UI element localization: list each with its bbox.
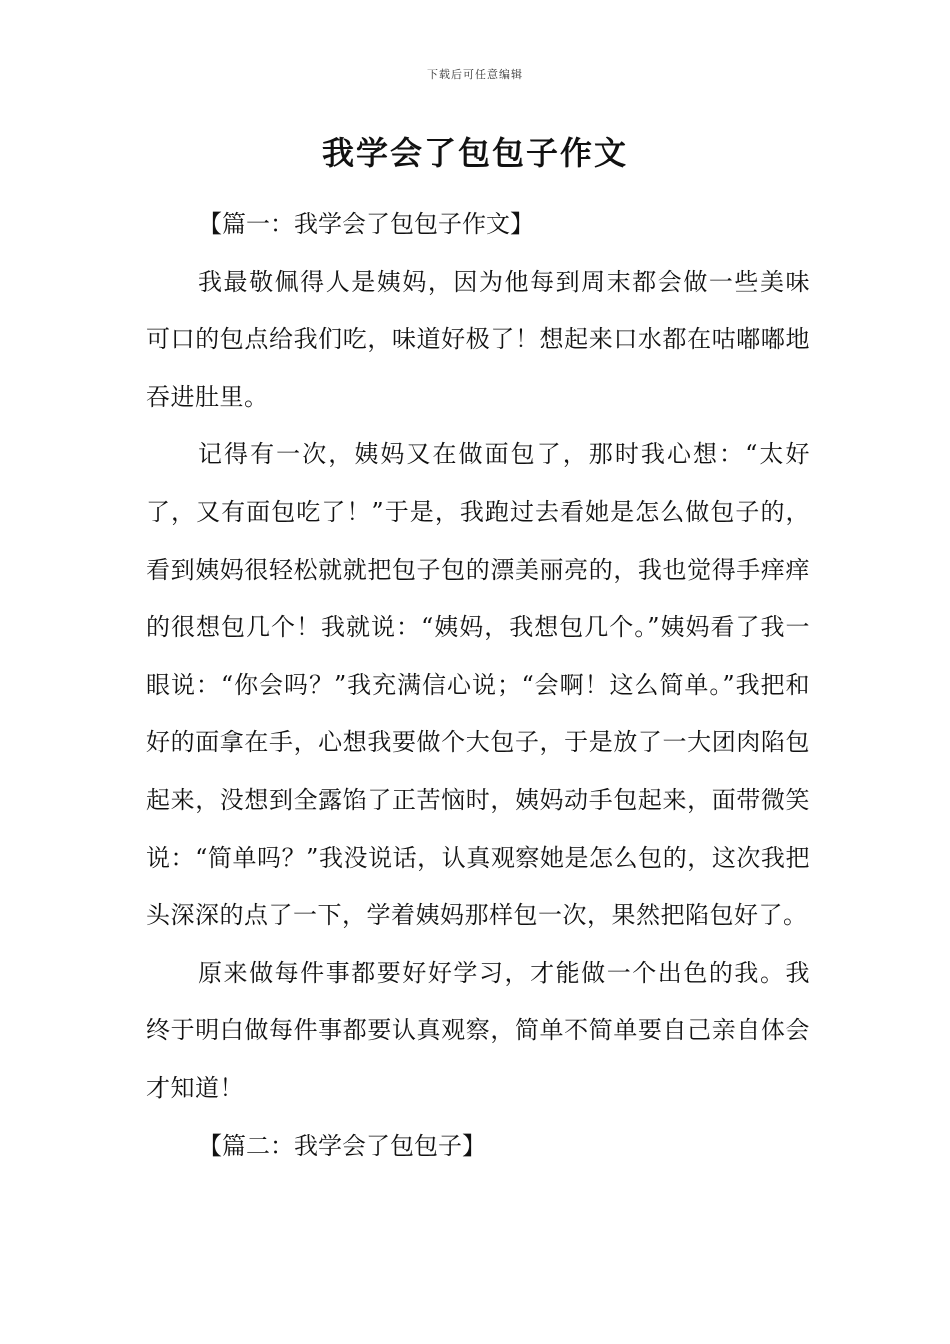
page-title: 我学会了包包子作文: [321, 134, 628, 172]
header-note: 下载后可任意编辑: [427, 68, 523, 81]
document-body: [146, 196, 810, 1175]
paragraph-2: 记得有一次，姨妈又在做面包了，那时我心想：“太好了，又有面包吃了！”于是，我跑过去看她是怎么做包子的，看到姨妈很轻松就就把包子包的漂美丽亮的，我也觉得手痒痒的很想包几个！我就说：“姨妈，我想包几个。”姨妈看了我一眼说：“你会吗？”我充满信心说；“会啊！这么简单。”我把和好的面拿在手，心想我要做个大包子，于是放了一大团肉陷包起来，没想到全露馅了正苦恼时，姨妈动手包起来，面带微笑说：“简单吗？”我没说话，认真观察她是怎么包的，这次我把头深深的点了一下，学着姨妈那样包一次，果然把陷包好了。: [146, 440, 810, 930]
paragraph-3: 原来做每件事都要好好学习，才能做一个出色的我。我终于明白做每件事都要认真观察，简单不简单要自己亲自体会才知道！: [146, 958, 810, 1102]
paragraph-1: 我最敬佩得人是姨妈，因为他每到周末都会做一些美味可口的包点给我们吃，味道好极了！想起来口水都在咕嘟嘟地吞进肚里。: [146, 267, 810, 411]
section-heading-1: 【篇一：我学会了包包子作文】: [198, 210, 534, 238]
section-heading-2: 【篇二：我学会了包包子】: [198, 1131, 486, 1160]
